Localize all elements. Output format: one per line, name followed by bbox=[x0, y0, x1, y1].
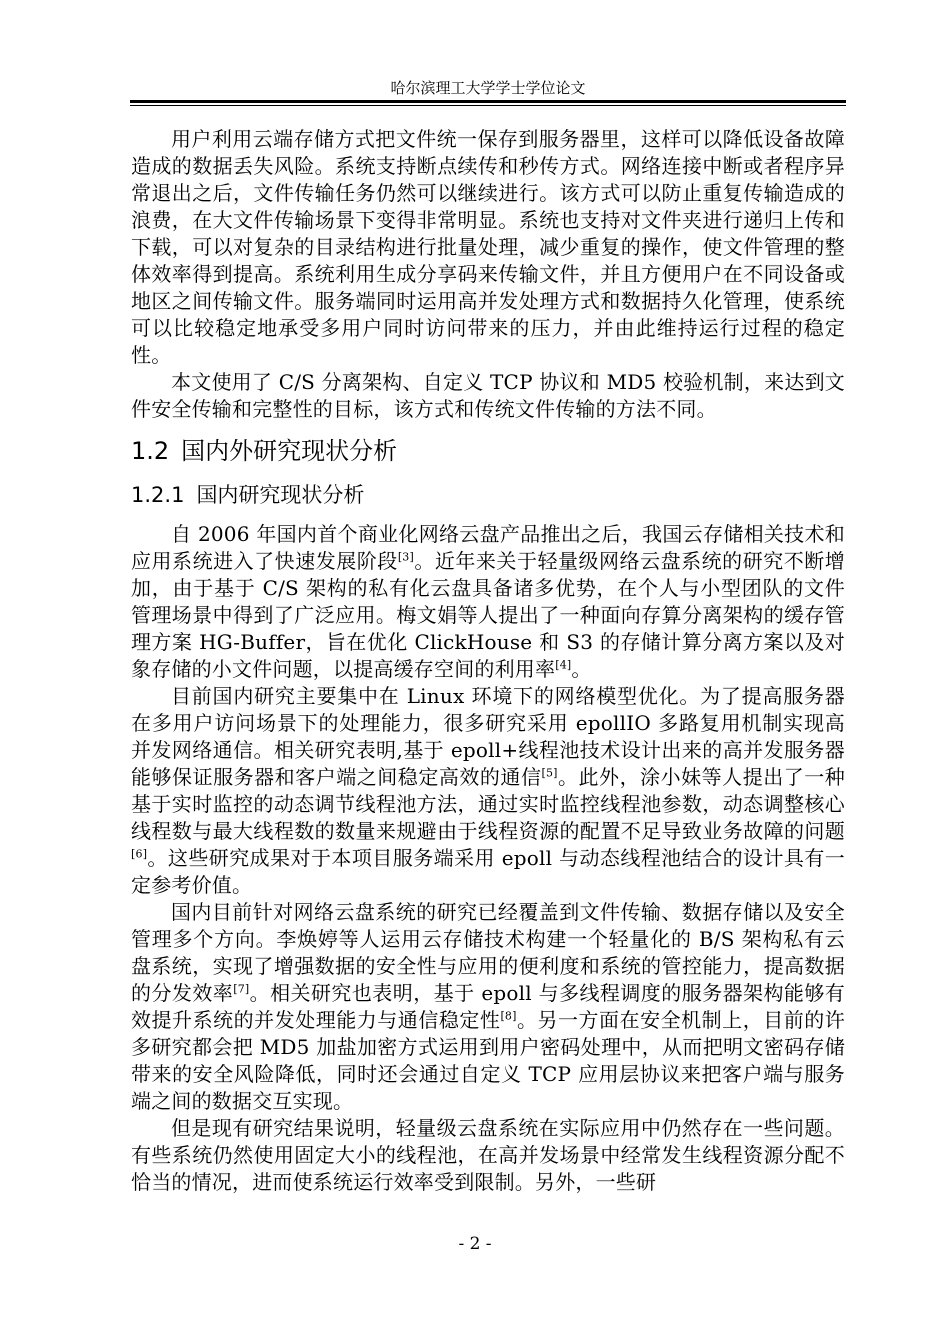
citation-ref: [7] bbox=[233, 982, 250, 996]
running-header: 哈尔滨理工大学学士学位论文 bbox=[390, 79, 586, 97]
page-number: - 2 - bbox=[458, 1234, 492, 1254]
subsection-title: 国内研究现状分析 bbox=[196, 483, 365, 507]
paragraph: 国内目前针对网络云盘系统的研究已经覆盖到文件传输、数据存储以及安全管理多个方向。李焕婷等人运用云存储技术构建一个轻量化的 B/S 架构私有云盘系统，实现了增强数据的安全性与应用的便利度和系统的管控能力，提高数据的分发效率[7]。相关研究也表明，基于 epoll 与多线程调度的服务器架构能够有效提升系统的并发处理能力与通信稳定性[8]。另一方面在安全机制上，目前的许多研究都会把 MD5 加盐加密方式运用到用户密码处理中，从而把明文密码存储带来的安全风险降低，同时还会通过自定义 TCP 应用层协议来把客户端与服务端之间的数据交互实现。 bbox=[131, 900, 846, 1113]
section-title: 国内外研究现状分析 bbox=[181, 437, 398, 465]
paragraph: 本文使用了 C/S 分离架构、自定义 TCP 协议和 MD5 校验机制，来达到文件安全传输和完整性的目标，该方式和传统文件传输的方法不同。 bbox=[131, 370, 845, 421]
subsection-number: 1.2.1 bbox=[131, 483, 185, 507]
document-body bbox=[131, 126, 845, 1196]
section-heading bbox=[131, 435, 845, 467]
subsection-heading bbox=[131, 481, 845, 509]
paragraph: 用户利用云端存储方式把文件统一保存到服务器里，这样可以降低设备故障造成的数据丢失风险。系统支持断点续传和秒传方式。网络连接中断或者程序异常退出之后，文件传输任务仍然可以继续进行。该方式可以防止重复传输造成的浪费，在大文件传输场景下变得非常明显。系统也支持对文件夹进行递归上传和下载，可以对复杂的目录结构进行批量处理，减少重复的操作，使文件管理的整体效率得到提高。系统利用生成分享码来传输文件，并且方便用户在不同设备或地区之间传输文件。服务端同时运用高并发处理方式和数据持久化管理，使系统可以比较稳定地承受多用户同时访问带来的压力，并由此维持运行过程的稳定性。 bbox=[131, 127, 845, 367]
header-rule-thick bbox=[130, 100, 846, 103]
citation-ref: [4] bbox=[555, 658, 572, 672]
citation-ref: [8] bbox=[500, 1009, 517, 1023]
paragraph: 目前国内研究主要集中在 Linux 环境下的网络模型优化。为了提高服务器在多用户访问场景下的处理能力，很多研究采用 epollIO 多路复用机制实现高并发网络通信。相关研究表明,基于 epoll+线程池技术设计出来的高并发服务器能够保证服务器和客户端之间稳定高效的通信[5]。此外，涂小妹等人提出了一种基于实时监控的动态调节线程池方法，通过实时监控线程池参数，动态调整核心线程数与最大线程数的数量来规避由于线程资源的配置不足导致业务故障的问题[6]。这些研究成果对于本项目服务端采用 epoll 与动态线程池结合的设计具有一定参考价值。 bbox=[131, 684, 846, 897]
paragraph: 自 2006 年国内首个商业化网络云盘产品推出之后，我国云存储相关技术和应用系统进入了快速发展阶段[3]。近年来关于轻量级网络云盘系统的研究不断增加，由于基于 C/S 架构的私有化云盘具备诸多优势，在个人与小型团队的文件管理场景中得到了广泛应用。梅文娟等人提出了一种面向存算分离架构的缓存管理方案 HG-Buffer，旨在优化 ClickHouse 和 S3 的存储计算分离方案以及对象存储的小文件问题，以提高缓存空间的利用率[4]。 bbox=[131, 522, 845, 681]
paragraph: 但是现有研究结果说明，轻量级云盘系统在实际应用中仍然存在一些问题。有些系统仍然使用固定大小的线程池，在高并发场景中经常发生线程资源分配不恰当的情况，进而使系统运行效率受到限制。另外，一些研 bbox=[131, 1116, 845, 1194]
citation-ref: [5] bbox=[541, 766, 558, 780]
citation-ref: [6] bbox=[131, 847, 148, 861]
section-number: 1.2 bbox=[131, 437, 170, 465]
header-rule-thin bbox=[130, 105, 846, 106]
citation-ref: [3] bbox=[397, 550, 414, 564]
